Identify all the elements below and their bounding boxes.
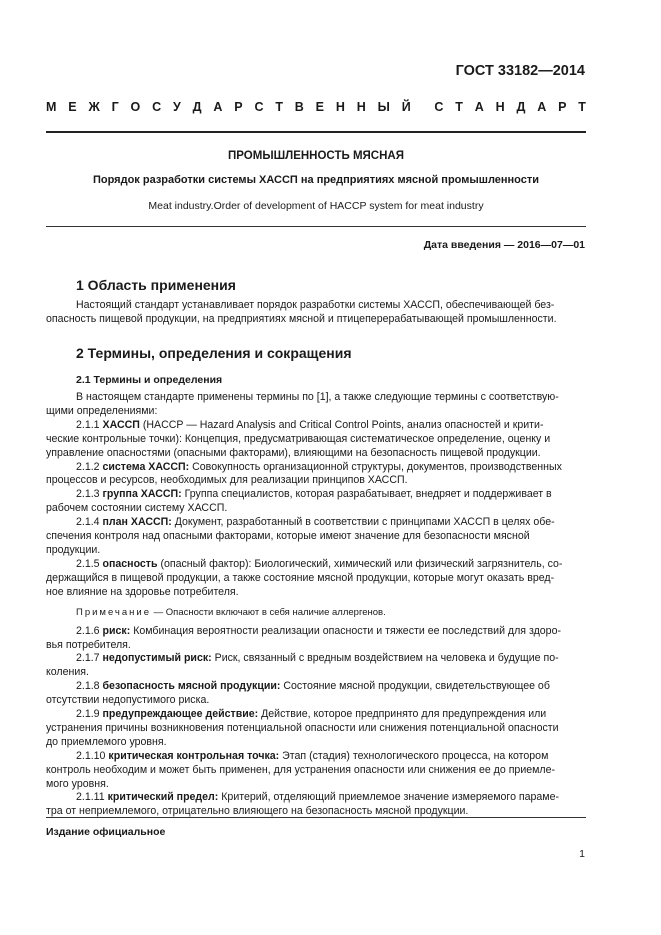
header-divider [46, 131, 586, 133]
term-2-1-3: 2.1.3 группа ХАССП: Группа специалистов, которая разрабатывает, внедряет и поддерживает в [76, 488, 552, 501]
text-line: мого уровня. [46, 777, 109, 790]
heading-letter: С [152, 100, 162, 114]
page-number: 1 [579, 848, 585, 860]
term-label: опасность [102, 557, 158, 570]
text-line: щими определениями: [46, 404, 158, 417]
heading-letter: У [173, 100, 181, 114]
term-2-1-2: 2.1.2 система ХАССП: Совокупность организационной структуры, документов, производственных [76, 460, 562, 473]
term-label: ХАССП [102, 418, 140, 431]
heading-letter: Ж [88, 100, 100, 114]
term-2-1-5: 2.1.5 опасность (опасный фактор): Биологический, химический или физический загрязнитель, со- [76, 557, 563, 570]
heading-letter: Е [315, 100, 325, 114]
term-2-1-1: 2.1.1 ХАССП (HACCP — Hazard Analysis and Critical Control Points, анализ опасностей и крити- [76, 418, 544, 431]
note-text: — Опасности включают в себя наличие аллергенов. [153, 606, 386, 618]
section-1-heading: 1 Область применения [76, 277, 236, 293]
term-label: риск: [102, 624, 131, 637]
term-label: план ХАССП: [102, 516, 172, 529]
section-1-text [46, 299, 585, 327]
text-line: контроль необходим и может быть применен, для устранения опасности или снижения ее до приемле- [46, 763, 556, 776]
heading-letter: Т [275, 100, 283, 114]
note-label: Примечание [76, 606, 151, 618]
text-line: до приемлемого уровня. [46, 735, 167, 748]
term-2-1-4: 2.1.4 план ХАССП: Документ, разработанный в соответствии с принципами ХАССП в целях обе- [76, 516, 555, 529]
text-line: В настоящем стандарте применены термины по [1], а также следующие термины с соответствую- [76, 391, 559, 403]
heading-letter: М [46, 100, 57, 114]
heading-letter: Т [455, 100, 463, 114]
heading-letter: А [474, 100, 484, 114]
english-title: Meat industry.Order of development of HACCP system for meat industry [148, 200, 484, 212]
heading-letter: Ы [377, 100, 390, 114]
heading-letter: С [434, 100, 444, 114]
term-2-1-9: 2.1.9 предупреждающее действие: Действие, которое предпринято для предупреждения или [76, 708, 547, 721]
footer-divider [46, 817, 586, 818]
section-2-heading: 2 Термины, определения и сокращения [76, 345, 352, 361]
text-line: отсутствии недопустимого риска. [46, 694, 210, 707]
heading-letter: Н [356, 100, 366, 114]
term-label: критическая контрольная точка: [108, 749, 280, 762]
term-2-1-7: 2.1.7 недопустимый риск: Риск, связанный с вредным воздействием на человека и будущие по- [76, 652, 559, 665]
text-line: управление опасностями (опасными факторами), влияющими на безопасность пищевой продукции. [46, 446, 541, 459]
heading-letter: Й [401, 100, 411, 114]
term-2-1-6: 2.1.6 риск: Комбинация вероятности реализации опасности и тяжести ее последствий для здоро- [76, 624, 561, 637]
title-divider [46, 226, 586, 227]
text-line: продукции. [46, 543, 101, 556]
text-line: рабочем состоянии систему ХАССП. [46, 502, 228, 515]
subsection-2-1-heading: 2.1 Термины и определения [76, 374, 223, 386]
text-line: устранения причины возникновения потенциальной опасности или снижения потенциальной опасности [46, 721, 559, 734]
heading-letter: Д [516, 100, 526, 114]
term-label: группа ХАССП: [102, 488, 182, 501]
term-label: недопустимый риск: [102, 652, 212, 665]
heading-letter: Р [558, 100, 567, 114]
text-line: тра от неприемлемого, отрицательно влияющего на безопасность мясной продукции. [46, 805, 469, 818]
heading-letter: А [537, 100, 547, 114]
heading-letter: Н [495, 100, 505, 114]
term-label: предупреждающее действие: [102, 708, 259, 721]
note [76, 606, 585, 619]
date-of-introduction: Дата введения — 2016—07—01 [423, 239, 585, 251]
document-number: ГОСТ 33182—2014 [455, 63, 585, 79]
industry-title: ПРОМЫШЛЕННОСТЬ МЯСНАЯ [228, 150, 404, 162]
main-title: Порядок разработки системы ХАССП на предприятиях мясной промышленности [92, 174, 540, 186]
term-2-1-8: 2.1.8 безопасность мясной продукции: Состояние мясной продукции, свидетельствующее об [76, 680, 550, 693]
heading-letter: Д [192, 100, 202, 114]
heading-letter: Н [335, 100, 345, 114]
text-line: процессов и ресурсов, необходимых для реализации принципов ХАССП. [46, 474, 408, 487]
term-2-1-10: 2.1.10 критическая контрольная точка: Этап (стадия) технологического процесса, на котором [76, 749, 549, 762]
heading-letter: Г [111, 100, 119, 114]
text-line: коления. [46, 666, 89, 679]
term-label: критический предел: [107, 791, 219, 804]
text-line: ческие контрольные точки): Концепция, предусматривающая систематическое определение, оценку и [46, 432, 551, 445]
standard-type-heading [46, 100, 586, 114]
term-2-1-11: 2.1.11 критический предел: Критерий, отделяющий приемлемое значение измеряемого параме- [76, 791, 560, 804]
text-line: держащийся в пищевой продукции, а также состояние мясной продукции, которые могут оказать вред- [46, 571, 555, 584]
heading-letter: Р [234, 100, 243, 114]
heading-letter: Е [68, 100, 77, 114]
section-2-body [46, 391, 585, 819]
text-line: опасность пищевой продукции, на предприятиях мясной и птицеперерабатывающей промышленности. [46, 312, 557, 325]
text-line: ное влияние на здоровье потребителя. [46, 585, 239, 598]
heading-letter: А [213, 100, 223, 114]
text-line: спечения контроля над опасными факторами, которые имеют значение для безопасности мясной [46, 530, 530, 543]
heading-letter: Т [578, 100, 586, 114]
heading-letter: С [254, 100, 264, 114]
term-label: безопасность мясной продукции: [102, 680, 281, 693]
text-line: Настоящий стандарт устанавливает порядок разработки системы ХАССП, обеспечивающей без- [76, 299, 555, 311]
term-label: система ХАССП: [102, 460, 190, 473]
heading-letter: О [130, 100, 141, 114]
heading-letter: В [294, 100, 304, 114]
official-edition-label: Издание официальное [46, 826, 166, 838]
text-line: вья потребителя. [46, 638, 131, 651]
